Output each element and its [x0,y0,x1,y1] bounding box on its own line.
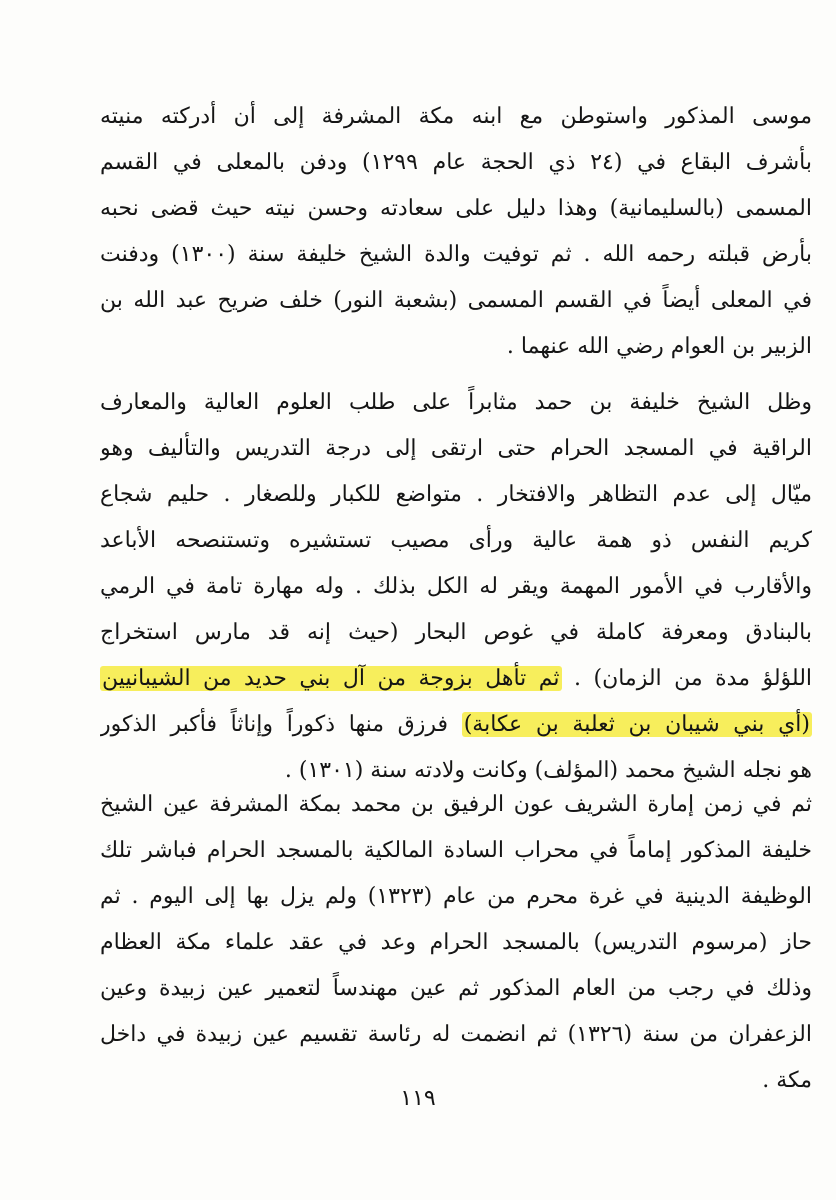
paragraph-1-line-4: بأرض قبلته رحمه الله . ثم توفيت والدة الشيخ خليفة سنة (١٣٠٠) ودفنت [100,242,812,267]
paragraph-2-line-3: ميّال إلى عدم التظاهر والافتخار . متواضع للكبار وللصغار . حليم شجاع [100,482,812,507]
paragraph-1 [100,94,812,370]
paragraph-3-line-6: الزعفران من سنة (١٣٢٦) ثم انضمت له رئاسة تقسيم عين زبيدة في داخل [100,1022,812,1047]
paragraph-3-line-3: الوظيفة الدينية في غرة محرم من عام (١٣٢٣) ولم يزل بها إلى اليوم . ثم [100,884,812,909]
paragraph-1-line-3: المسمى (بالسليمانية) وهذا دليل على سعادته وحسن نيته حيث قضى نحبه [100,196,812,221]
paragraph-1-line-5: في المعلى أيضاً في القسم المسمى (بشعبة النور) خلف ضريح عبد الله بن [100,288,812,313]
paragraph-2 [100,380,812,794]
highlighted-lineage-phrase: (أي بني شيبان بن ثعلبة بن عكابة) [463,712,810,737]
page-number: ١١٩ [400,1086,436,1111]
paragraph-3-line-1: ثم في زمن إمارة الشريف عون الرفيق بن محمد بمكة المشرفة عين الشيخ [100,792,812,817]
paragraph-3-line-5: وذلك في رجب من العام المذكور ثم عين مهندساً لتعمير عين زبيدة وعين [100,976,812,1001]
paragraph-2-line-7 [100,656,812,702]
paragraph-3-line-4: حاز (مرسوم التدريس) بالمسجد الحرام وعد في عقد علماء مكة العظام [100,930,812,955]
paragraph-1-line-2: بأشرف البقاع في (٢٤ ذي الحجة عام ١٢٩٩) ودفن بالمعلى في القسم [100,150,812,175]
paragraph-2-line-4: كريم النفس ذو همة عالية ورأى مصيب تستشيره وتستنصحه الأباعد [100,528,812,553]
paragraph-1-line-6: الزبير بن العوام رضي الله عنهما . [506,334,812,359]
paragraph-2-line-1: وظل الشيخ خليفة بن حمد مثابراً على طلب العلوم العالية والمعارف [100,390,812,415]
paragraph-2-line-9: هو نجله الشيخ محمد (المؤلف) وكانت ولادته سنة (١٣٠١) . [284,758,812,783]
paragraph-2-line-7-plain: اللؤلؤ مدة من الزمان) . [574,666,812,691]
paragraph-2-line-5: والأقارب في الأمور المهمة ويقر له الكل بذلك . وله مهارة تامة في الرمي [100,574,812,599]
paragraph-3-line-2: خليفة المذكور إماماً في محراب السادة المالكية بالمسجد الحرام فباشر تلك [100,838,812,863]
paragraph-3 [100,782,812,1104]
paragraph-2-line-2: الراقية في المسجد الحرام حتى ارتقى إلى درجة التدريس والتأليف وهو [100,436,812,461]
paragraph-2-line-8 [100,702,812,748]
paragraph-3-line-7: مكة . [762,1068,812,1093]
paragraph-1-line-1: موسى المذكور واستوطن مع ابنه مكة المشرفة إلى أن أدركته منيته [100,104,812,129]
highlighted-marriage-sentence: ثم تأهل بزوجة من آل بني حديد من الشيبانيين [102,666,560,691]
paragraph-2-line-6: بالبنادق ومعرفة كاملة في غوص البحار (حيث إنه قد مارس استخراج [100,620,812,645]
paragraph-2-line-8-plain: فرزق منها ذكوراً وإناثاً فأكبر الذكور [100,712,449,737]
